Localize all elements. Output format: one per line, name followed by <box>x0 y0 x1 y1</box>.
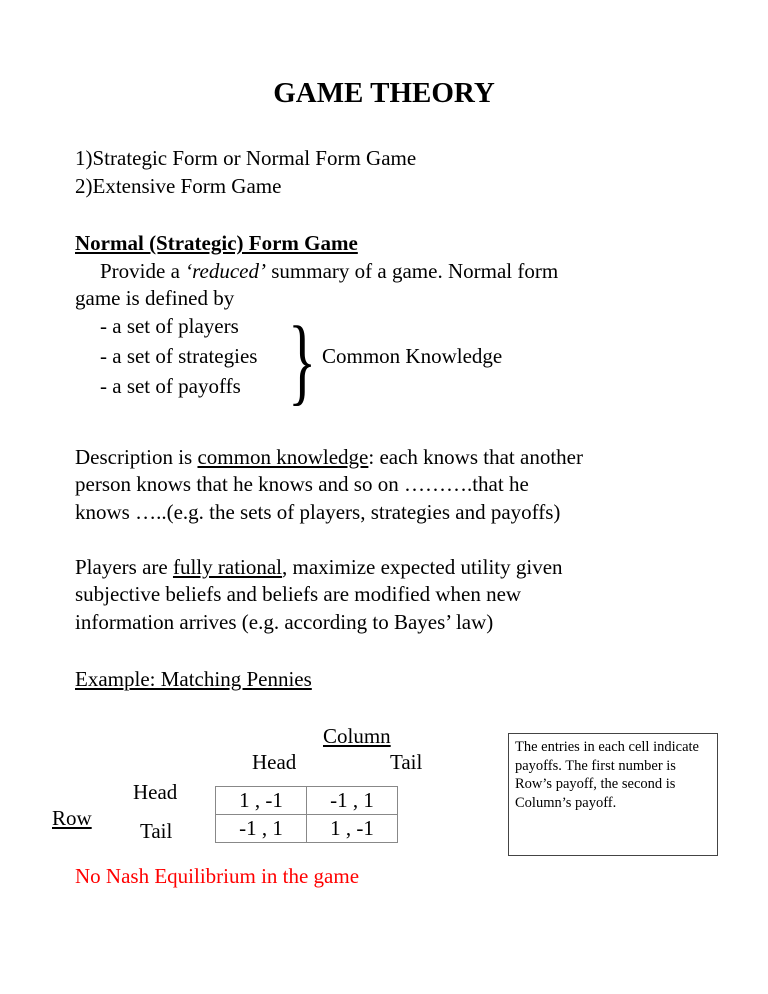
payoff-cell: 1 , -1 <box>216 787 307 815</box>
description-line: knows …..(e.g. the sets of players, strategies and payoffs) <box>75 500 561 524</box>
text: Description is <box>75 445 198 469</box>
row-strategy: Tail <box>140 819 173 843</box>
table-row <box>216 815 398 843</box>
underlined-term: common knowledge <box>197 445 369 469</box>
example-heading: Example: Matching Pennies <box>75 667 312 691</box>
page-title: GAME THEORY <box>273 77 495 109</box>
players-line: information arrives (e.g. according to Bayes’ law) <box>75 610 494 634</box>
column-label: Column <box>323 724 391 748</box>
section-heading: Normal (Strategic) Form Game <box>75 231 358 255</box>
players-line <box>75 554 563 581</box>
def-item: - a set of players <box>100 314 239 338</box>
brace-icon: } <box>288 307 317 415</box>
text: Players are <box>75 555 173 579</box>
row-label: Row <box>52 806 92 830</box>
brace-label: Common Knowledge <box>322 344 503 368</box>
payoff-cell: 1 , -1 <box>307 815 398 843</box>
text: Provide a <box>100 259 186 283</box>
col-strategy: Tail <box>390 750 423 774</box>
row-strategy: Head <box>133 780 178 804</box>
table-row <box>216 787 398 815</box>
text: , maximize expected utility given <box>282 555 563 579</box>
list-item: 2)Extensive Form Game <box>75 174 282 198</box>
description-line: person knows that he knows and so on ……….that he <box>75 472 529 496</box>
emphasis: ‘reduced’ <box>185 259 266 283</box>
col-strategy: Head <box>252 750 297 774</box>
players-line: subjective beliefs and beliefs are modified when new <box>75 582 522 606</box>
def-item: - a set of payoffs <box>100 374 241 398</box>
payoff-cell: -1 , 1 <box>216 815 307 843</box>
conclusion: No Nash Equilibrium in the game <box>75 864 360 888</box>
underlined-term: fully rational <box>172 555 283 579</box>
description-line <box>75 444 583 471</box>
def-item: - a set of strategies <box>100 344 258 368</box>
text: summary of a game. Normal form <box>266 259 559 283</box>
intro-line <box>100 258 558 285</box>
intro-line: game is defined by <box>75 286 235 310</box>
note-box: The entries in each cell indicate payoffs. The first number is Row’s payoff, the second is Column’s payoff. <box>508 733 718 856</box>
payoff-matrix <box>215 786 398 843</box>
list-item: 1)Strategic Form or Normal Form Game <box>75 146 417 170</box>
text: : each knows that another <box>368 445 583 469</box>
payoff-cell: -1 , 1 <box>307 787 398 815</box>
